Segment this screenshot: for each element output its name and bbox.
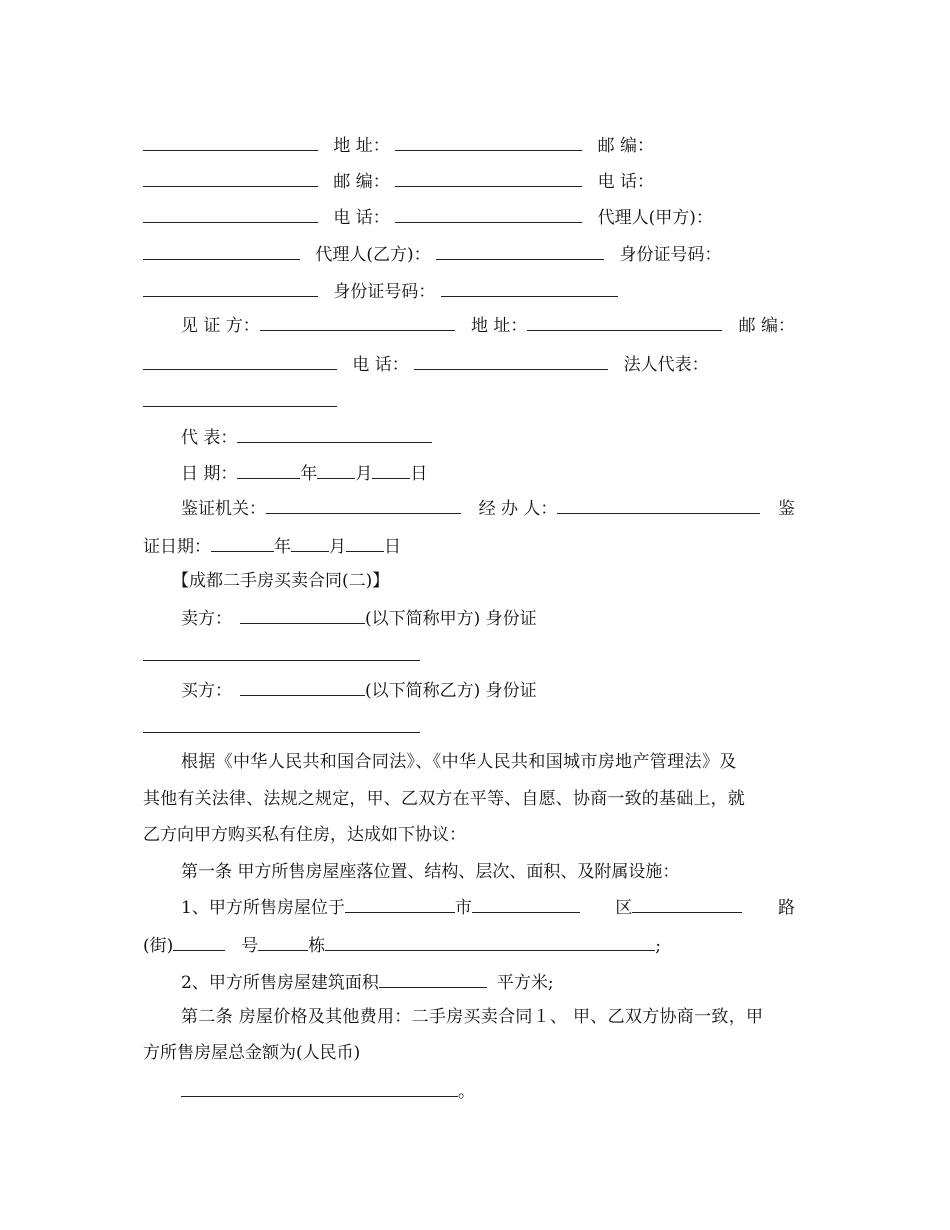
phone-blank[interactable] xyxy=(143,204,318,223)
legal-rep-blank[interactable] xyxy=(143,388,337,407)
seller-id-line xyxy=(143,642,795,666)
preamble-line-2: 其他有关法律、法规之规定，甲、乙双方在平等、自愿、协商一致的基础上，就 xyxy=(143,789,745,809)
seller-label: 卖方： xyxy=(181,609,232,629)
square-meter-label: 平方米; xyxy=(496,973,554,993)
number-label: 号 xyxy=(241,936,259,956)
article-2-line-2: 方所售房屋总金额为(人民币) xyxy=(143,1043,361,1063)
legal-rep-line xyxy=(143,388,795,412)
witness-label: 见 证 方： xyxy=(181,316,260,336)
witness-phone-line xyxy=(143,351,795,375)
id-number-label: 身份证号码： xyxy=(333,282,436,302)
road-label: 路 xyxy=(777,898,795,918)
id-number-label: 身份证号码： xyxy=(619,245,722,265)
total-amount-blank[interactable] xyxy=(181,1078,458,1097)
representative-line xyxy=(181,424,795,448)
buyer-label: 买方： xyxy=(181,681,232,701)
area-blank[interactable] xyxy=(379,969,487,988)
district-label: 区 xyxy=(615,898,633,918)
semicolon: ; xyxy=(655,936,661,956)
seller-line xyxy=(181,605,795,629)
buyer-name-blank[interactable] xyxy=(240,677,365,696)
area-label: 2、甲方所售房屋建筑面积 xyxy=(181,973,379,993)
authentication-line xyxy=(181,497,795,521)
building-label: 栋 xyxy=(308,936,326,956)
total-amount-line xyxy=(181,1078,795,1102)
road-blank[interactable] xyxy=(632,894,742,913)
year-blank[interactable] xyxy=(237,460,300,479)
buyer-note: (以下简称乙方) 身份证 xyxy=(365,681,537,701)
article-1-item-1 xyxy=(181,896,795,920)
authentication-date-line xyxy=(143,533,795,557)
id-blank-2[interactable] xyxy=(441,278,618,297)
witness-blank[interactable] xyxy=(260,312,455,331)
year-blank[interactable] xyxy=(211,533,274,552)
period: 。 xyxy=(458,1082,475,1102)
witness-line xyxy=(181,314,795,338)
city-label: 市 xyxy=(454,898,472,918)
number-blank[interactable] xyxy=(258,932,308,951)
month-label: 月 xyxy=(355,464,373,484)
seller-note: (以下简称甲方) 身份证 xyxy=(365,609,537,629)
city-blank[interactable] xyxy=(345,894,455,913)
witness-address-blank[interactable] xyxy=(527,312,722,331)
buyer-line xyxy=(181,677,795,701)
district-blank[interactable] xyxy=(472,894,580,913)
building-blank[interactable] xyxy=(325,932,655,951)
party-address-line xyxy=(143,132,795,156)
buyer-id-line xyxy=(143,714,795,738)
location-label: 1、甲方所售房屋位于 xyxy=(181,898,345,918)
handler-label: 经 办 人： xyxy=(478,499,558,519)
day-label: 日 xyxy=(410,464,428,484)
seller-id-blank[interactable] xyxy=(143,642,420,661)
party-phone-line xyxy=(143,204,795,228)
name-blank[interactable] xyxy=(143,132,318,151)
id-line xyxy=(143,278,795,302)
postcode-blank-2[interactable] xyxy=(395,168,582,187)
street-label: (街) xyxy=(143,936,174,956)
postcode-label: 邮 编： xyxy=(738,316,795,336)
phone-label: 电 话： xyxy=(333,208,390,228)
month-blank[interactable] xyxy=(317,460,355,479)
article-1-title: 第一条 甲方所售房屋座落位置、结构、层次、面积、及附属设施： xyxy=(181,862,680,882)
authentication-date-label: 证日期： xyxy=(143,537,211,557)
month-label: 月 xyxy=(329,537,346,557)
authority-label: 鉴证机关： xyxy=(181,499,266,519)
day-blank[interactable] xyxy=(346,533,384,552)
section-title xyxy=(172,569,795,593)
month-blank[interactable] xyxy=(291,533,329,552)
party-postcode-line xyxy=(143,168,795,192)
buyer-id-blank[interactable] xyxy=(143,714,420,733)
preamble-line-3: 乙方向甲方购买私有住房，达成如下协议： xyxy=(143,825,466,845)
authentication-label-start: 鉴 xyxy=(778,499,795,519)
article-1-item-2 xyxy=(181,969,795,993)
contract-title: 【成都二手房买卖合同(二)】 xyxy=(172,571,390,591)
representative-blank[interactable] xyxy=(237,424,432,443)
address-label: 地 址： xyxy=(471,316,528,336)
phone-label: 电 话： xyxy=(597,172,655,192)
article-2-line-1: 第二条 房屋价格及其他费用：二手房买卖合同１、 甲、乙双方协商一致，甲 xyxy=(181,1007,764,1027)
agent-a-blank[interactable] xyxy=(143,241,300,260)
day-label: 日 xyxy=(384,537,401,557)
handler-blank[interactable] xyxy=(557,495,760,514)
postcode-blank[interactable] xyxy=(143,168,318,187)
phone-blank-2[interactable] xyxy=(395,204,582,223)
date-line xyxy=(181,460,795,484)
witness-postcode-blank[interactable] xyxy=(143,351,337,370)
street-blank[interactable] xyxy=(173,932,225,951)
address-blank[interactable] xyxy=(395,132,582,151)
day-blank[interactable] xyxy=(372,460,410,479)
phone-label: 电 话： xyxy=(352,355,409,375)
postcode-label: 邮 编： xyxy=(597,136,655,156)
agent-party-b-label: 代理人(乙方)： xyxy=(315,245,431,265)
seller-name-blank[interactable] xyxy=(240,605,365,624)
agent-party-a-label: 代理人(甲方)： xyxy=(597,208,713,228)
representative-label: 代 表： xyxy=(181,428,238,448)
agent-line xyxy=(143,241,795,265)
address-label: 地 址： xyxy=(333,136,390,156)
preamble-line-1: 根据《中华人民共和国合同法》、《中华人民共和国城市房地产管理法》及 xyxy=(181,752,737,772)
witness-phone-blank[interactable] xyxy=(414,351,608,370)
article-1-item-1-cont xyxy=(143,932,795,956)
authority-blank[interactable] xyxy=(266,495,461,514)
date-label: 日 期： xyxy=(181,464,238,484)
year-label: 年 xyxy=(274,537,291,557)
year-label: 年 xyxy=(300,464,318,484)
postcode-label: 邮 编： xyxy=(333,172,390,192)
agent-b-blank[interactable] xyxy=(436,241,604,260)
id-blank[interactable] xyxy=(143,278,318,297)
legal-rep-label: 法人代表： xyxy=(623,355,709,375)
